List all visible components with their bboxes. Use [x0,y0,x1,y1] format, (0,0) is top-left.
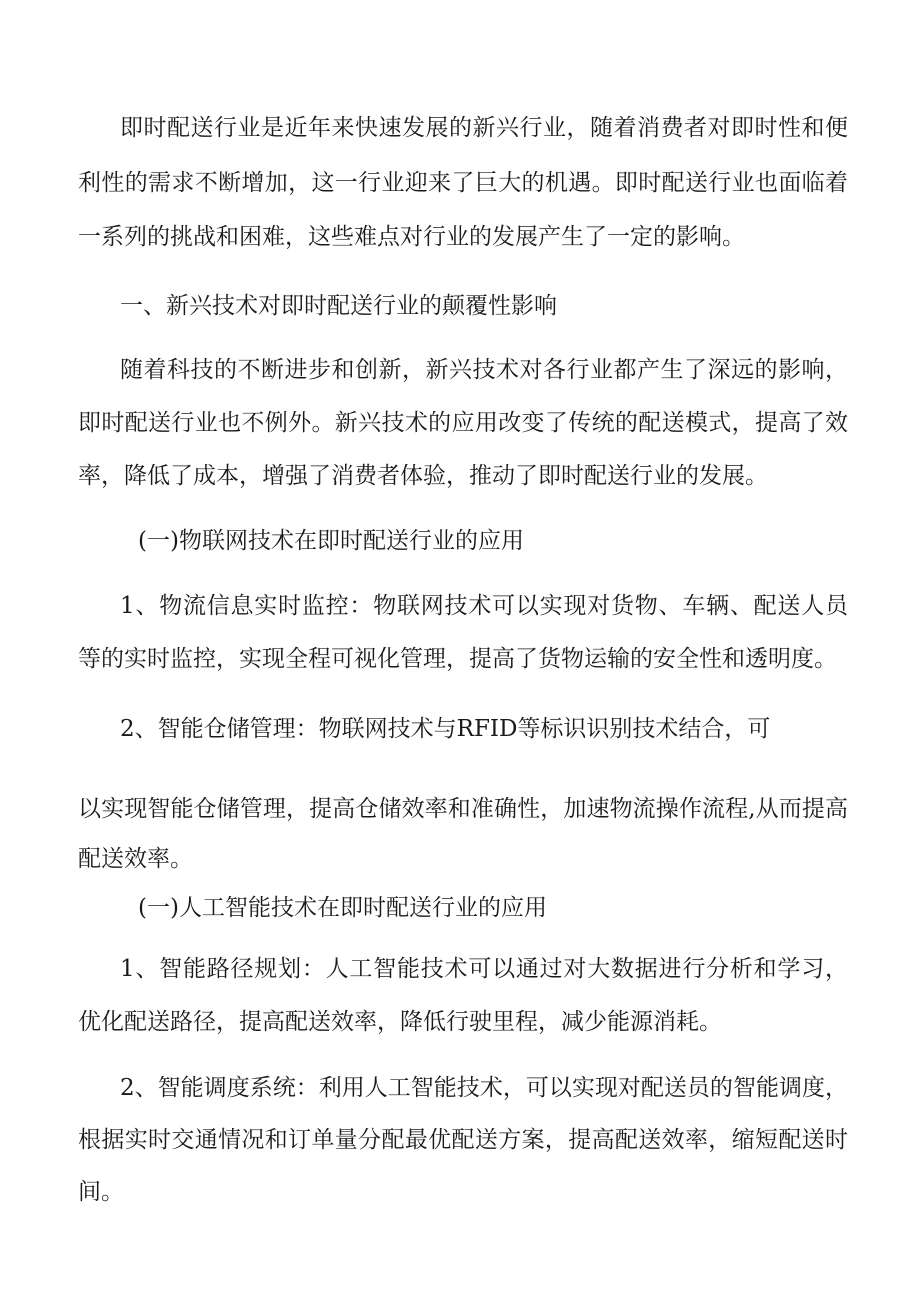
subsection-heading-ai: (一)人工智能技术在即时配送行业的应用 [138,895,547,921]
iot-item2-line-1: 2、智能仓储管理：物联网技术与RFID等标识识别技术结合，可 [120,716,771,742]
ai-item1-line-2: 优化配送路径，提高配送效率，降低行驶里程，减少能源消耗。 [78,1009,722,1035]
ai-item2-line-3: 间。 [78,1179,124,1205]
subsection-heading-iot: (一)物联网技术在即时配送行业的应用 [138,528,524,554]
iot-item1-line-2: 等的实时监控，实现全程可视化管理，提高了货物运输的安全性和透明度。 [78,646,837,672]
iot-item1-line-1: 1、物流信息实时监控：物联网技术可以实现对货物、车辆、配送人员 [120,593,848,619]
ai-item2-line-1: 2、智能调度系统：利用人工智能技术，可以实现对配送员的智能调度， [120,1075,848,1101]
section-heading-1: 一、新兴技术对即时配送行业的颠覆性影响 [120,293,557,319]
intro-line-1: 即时配送行业是近年来快速发展的新兴行业，随着消费者对即时性和便 [120,115,848,141]
section1-para-line-1: 随着科技的不断进步和创新，新兴技术对各行业都产生了深远的影响， [120,357,848,383]
section1-para-line-3: 率，降低了成本，增强了消费者体验，推动了即时配送行业的发展。 [78,463,768,489]
ai-item2-line-2: 根据实时交通情况和订单量分配最优配送方案，提高配送效率，缩短配送时 [78,1127,848,1153]
intro-line-3: 一系列的挑战和困难，这些难点对行业的发展产生了一定的影响。 [78,224,745,250]
iot-item2-line-3: 配送效率。 [78,846,193,872]
ai-item1-line-1: 1、智能路径规划：人工智能技术可以通过对大数据进行分析和学习， [120,956,848,982]
iot-item2-line-2: 以实现智能仓储管理，提高仓储效率和准确性，加速物流操作流程,从而提高 [78,796,848,822]
section1-para-line-2: 即时配送行业也不例外。新兴技术的应用改变了传统的配送模式，提高了效 [78,410,848,436]
intro-line-2: 利性的需求不断增加，这一行业迎来了巨大的机遇。即时配送行业也面临着 [78,170,848,196]
